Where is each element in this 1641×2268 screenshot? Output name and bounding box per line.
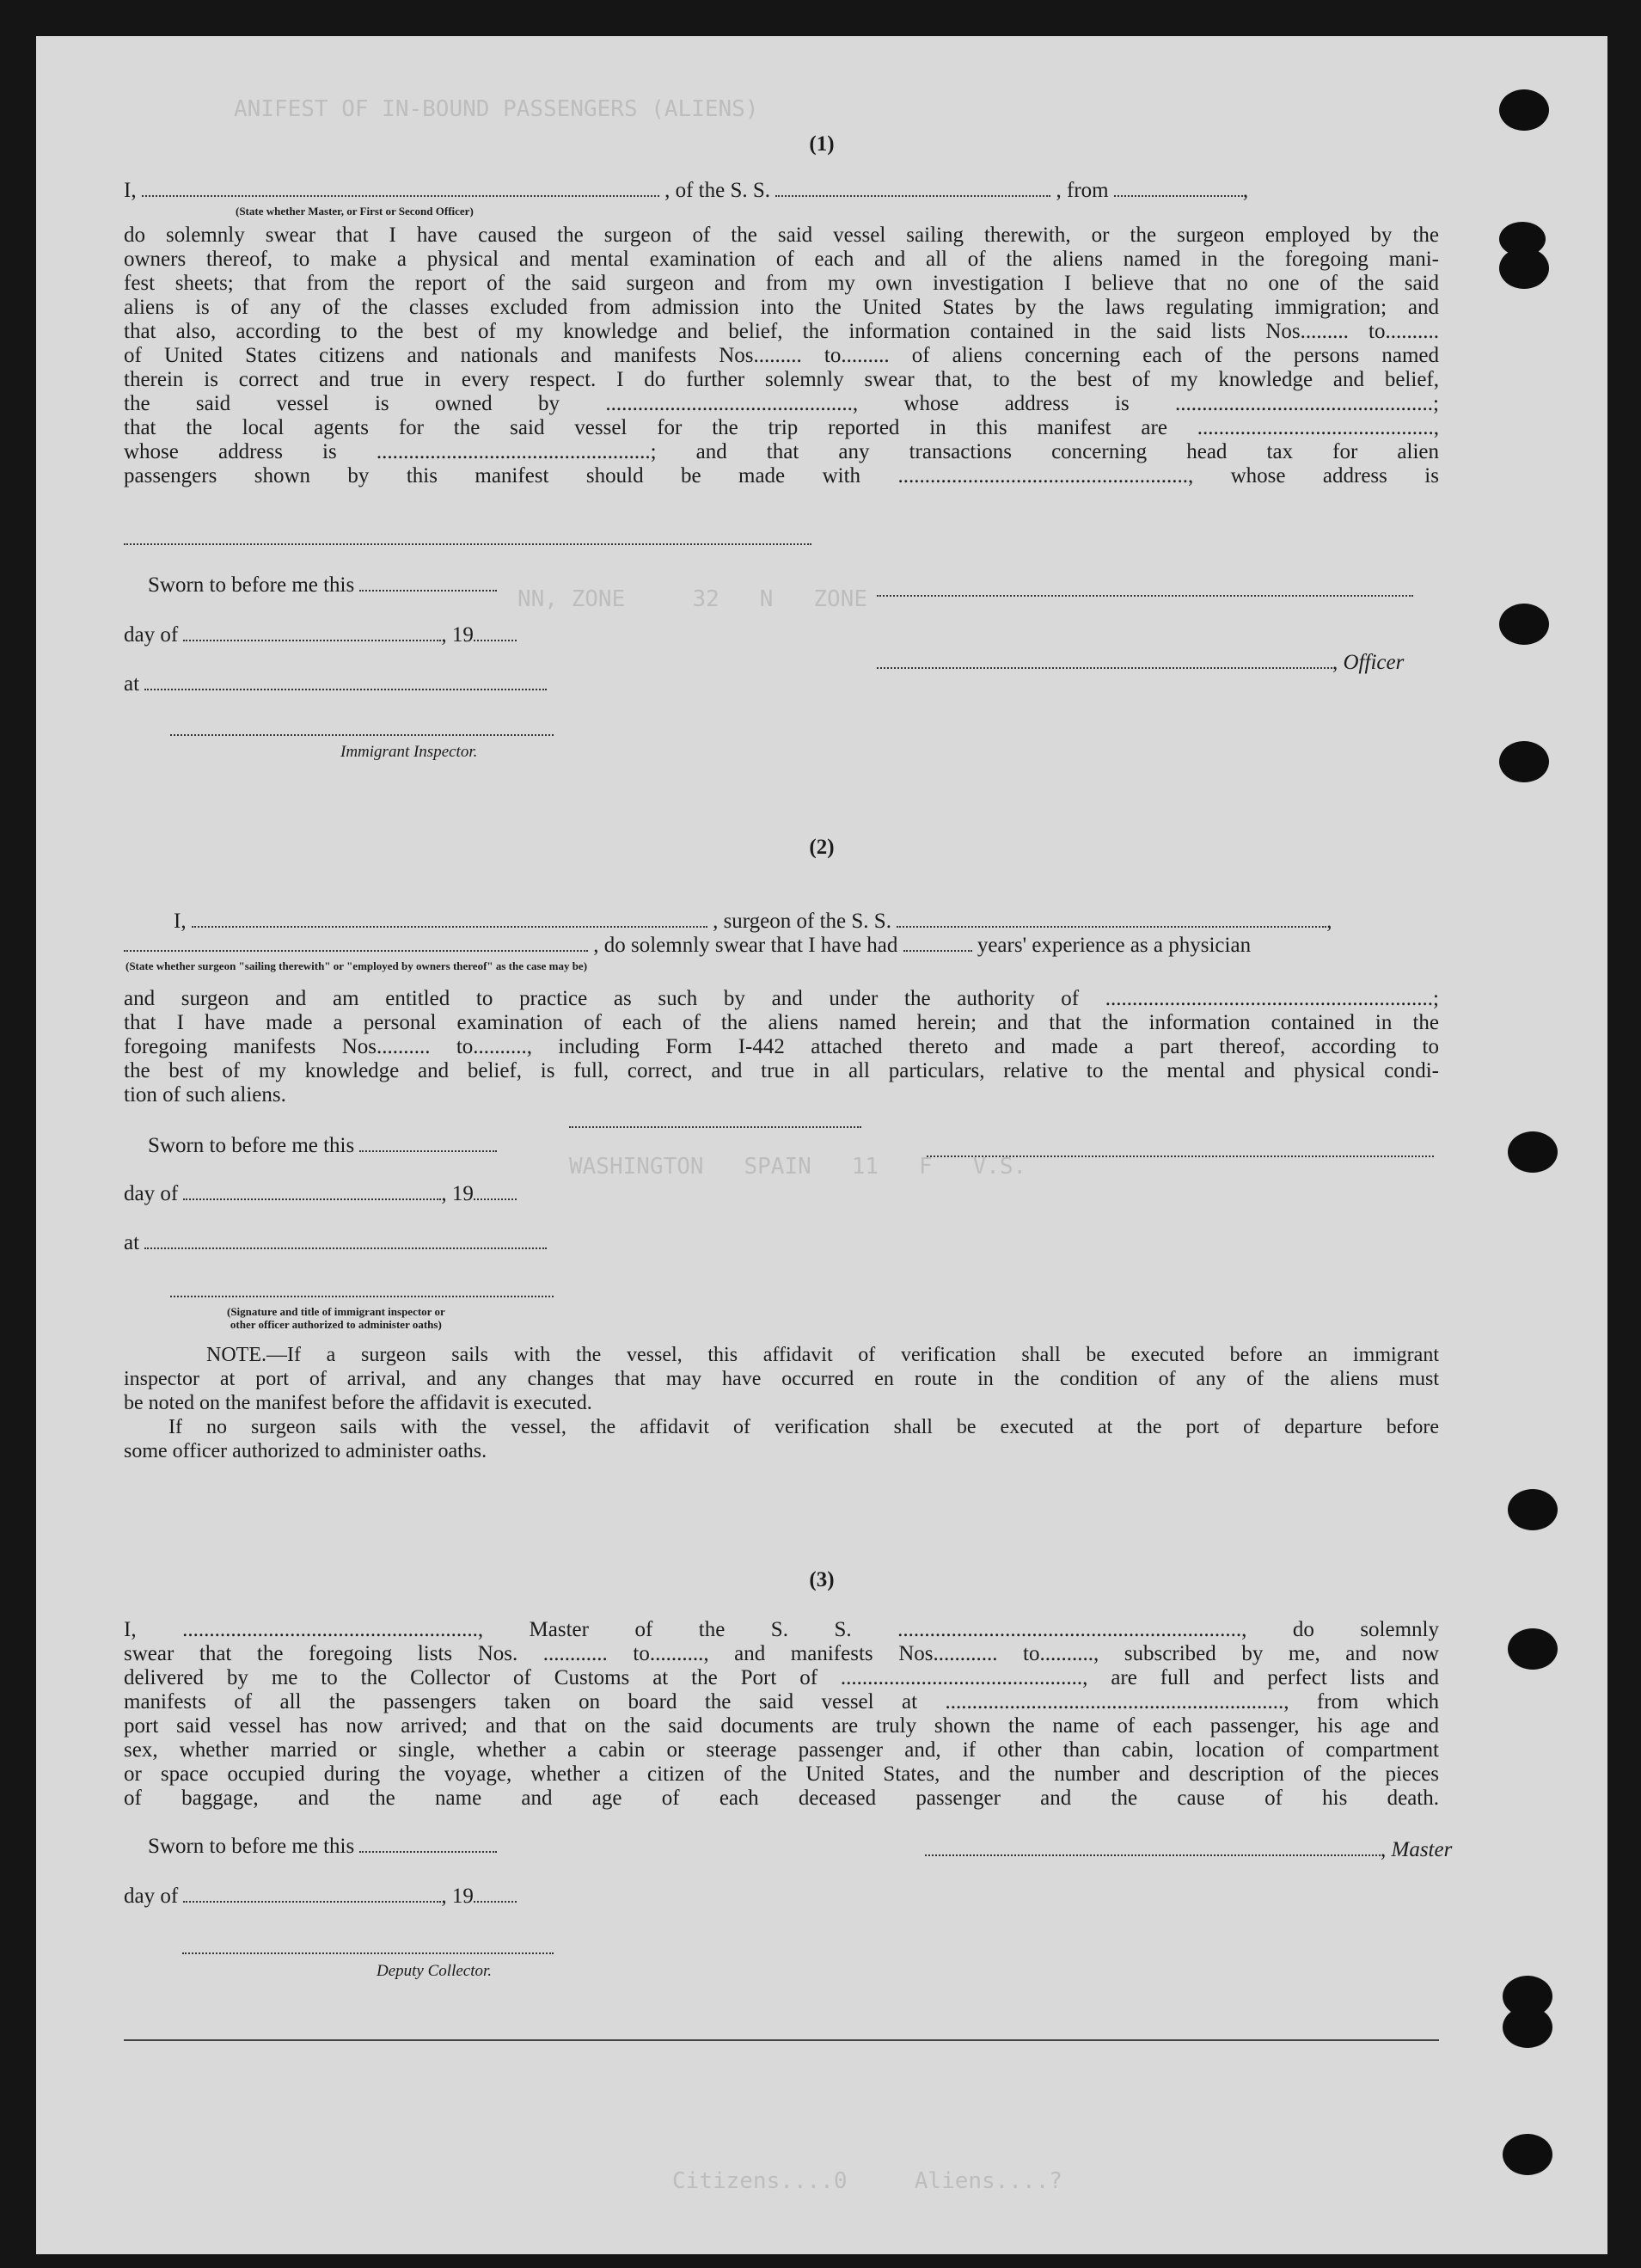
section-3-paragraph: I, ......................................................., Master of the S. S. ................................................................, do solemnly swear that the foregoing lists Nos. ............ to.........., and manifests Nos............ to.........., subscribed by me, and now delivered by me to the Collector of Customs at the Port of ............................................., are full and perfect lists and manifests of all the passengers taken on board the said vessel at ..............................................................., from which port said vessel has now arrived; and that on the said documents are truly shown the name of each passenger, his age and sex, whether married or single, whether a cabin or steerage passenger and, if other than cabin, location of compartment or space occupied during the voyage, whether a citizen of the United States, and the number and description of the pieces of baggage, and the name and age of each deceased passenger and the cause of his death. — [124, 1618, 1439, 1810]
section-1-number: (1) — [809, 132, 835, 156]
document-page — [36, 36, 1607, 2254]
bleedthrough-text: NN, ZONE 32 N ZONE — [517, 586, 867, 612]
binder-hole — [1499, 89, 1549, 131]
bleedthrough-text: ANIFEST OF IN-BOUND PASSENGERS (ALIENS) — [234, 96, 759, 122]
section-1-officer-line: , Officer — [877, 651, 1404, 675]
section-2-sworn-line: Sworn to before me this — [148, 1134, 497, 1158]
binder-hole — [1503, 2134, 1552, 2175]
section-2-number: (2) — [809, 836, 835, 859]
binder-hole — [1508, 1628, 1558, 1670]
section-1-address-line — [124, 542, 811, 545]
binder-hole — [1499, 248, 1549, 289]
bottom-rule — [124, 2039, 1439, 2041]
section-3-day-line: day of , 19 — [124, 1885, 517, 1909]
binder-hole — [1499, 741, 1549, 782]
section-1-day-line: day of , 19 — [124, 623, 517, 647]
section-3-sworn-line: Sworn to before me this — [148, 1835, 497, 1859]
section-3-master-line: , Master — [925, 1838, 1452, 1862]
section-1-opening-line: I, , of the S. S. , from , — [124, 179, 1249, 202]
section-2-signature-title-line — [170, 1294, 554, 1297]
section-3-collector-line — [182, 1951, 554, 1954]
section-2-dotted-row — [569, 1125, 861, 1128]
section-2-at-line: at — [124, 1231, 547, 1255]
bleedthrough-text: Citizens....0 Aliens....? — [672, 2168, 1062, 2194]
section-2-paragraph: and surgeon and am entitled to practice as such by and under the authority of .............................................................; that I have made a personal examination of each of the aliens named herein; and that the information contained in the foregoing manifests Nos.......... to.........., including Form I-442 attached thereto and made a part thereof, according to the best of my knowledge and belief, is full, correct, and true in all particulars, relative to the mental and physical condi- tion of such aliens. — [124, 987, 1439, 1106]
binder-hole — [1508, 1131, 1558, 1173]
section-1-sworn-line: Sworn to before me this — [148, 573, 497, 598]
section-2-signature-line — [927, 1154, 1434, 1157]
note-paragraph: NOTE.—If a surgeon sails with the vessel, this affidavit of verification shall be executed before an immigrant inspector at port of arrival, and any changes that may have occurred en route in the condition of any of the aliens must be noted on the manifest before the affidavit is executed. If no surgeon sails with the vessel, the affidavit of verification shall be executed at the port of departure before some officer authorized to administer oaths. — [124, 1344, 1439, 1462]
section-1-inspector-caption: Immigrant Inspector. — [340, 743, 478, 761]
section-1-signature-line — [877, 593, 1413, 597]
section-1-at-line: at — [124, 672, 547, 696]
section-2-opening-line: I, , surgeon of the S. S. , — [174, 910, 1332, 933]
section-1-paragraph: do solemnly swear that I have caused the surgeon of the said vessel sailing therewith, or the surgeon employed by the owners thereof, to make a physical and mental examination of each and all of the aliens named in the foregoing mani- fest sheets; that from the report of the said surgeon and from my own investigation I believe that no one of the said aliens is of any of the classes excluded from admission into the United States by the laws regulating immigration; and that also, according to the best of my knowledge and belief, the information contained in the said lists Nos......... to.......... of United States citizens and nationals and manifests Nos......... to......... of aliens concerning each of the persons named therein is correct and true in every respect. I do further solemnly swear that, to the best of my knowledge and belief, the said vessel is owned by .............................................., whose address is ................................................; that the local agents for the said vessel for the trip reported in this manifest are ............................................, whose address is ...................................................; and that any transactions concerning head tax for alien passengers shown by this manifest should be made with ......................................................, whose address is — [124, 224, 1439, 487]
section-2-day-line: day of , 19 — [124, 1182, 517, 1206]
binder-hole — [1503, 2007, 1552, 2048]
section-2-experience-line: , do solemnly swear that I have had years' experience as a physician — [124, 934, 1251, 958]
section-3-number: (3) — [809, 1568, 835, 1591]
bleedthrough-text: WASHINGTON SPAIN 11 F V.S. — [569, 1154, 1027, 1180]
section-3-collector-caption: Deputy Collector. — [377, 1962, 493, 1980]
section-2-signature-caption: (Signature and title of immigrant inspector or other officer authorized to administer oaths) — [227, 1305, 445, 1331]
binder-hole — [1499, 604, 1549, 645]
section-1-master-hint: (State whether Master, or First or Second Officer) — [236, 205, 474, 218]
binder-hole — [1508, 1489, 1558, 1530]
section-2-surgeon-hint: (State whether surgeon "sailing therewith" or "employed by owners thereof" as the case may be) — [126, 959, 588, 972]
section-1-inspector-line — [170, 733, 554, 736]
